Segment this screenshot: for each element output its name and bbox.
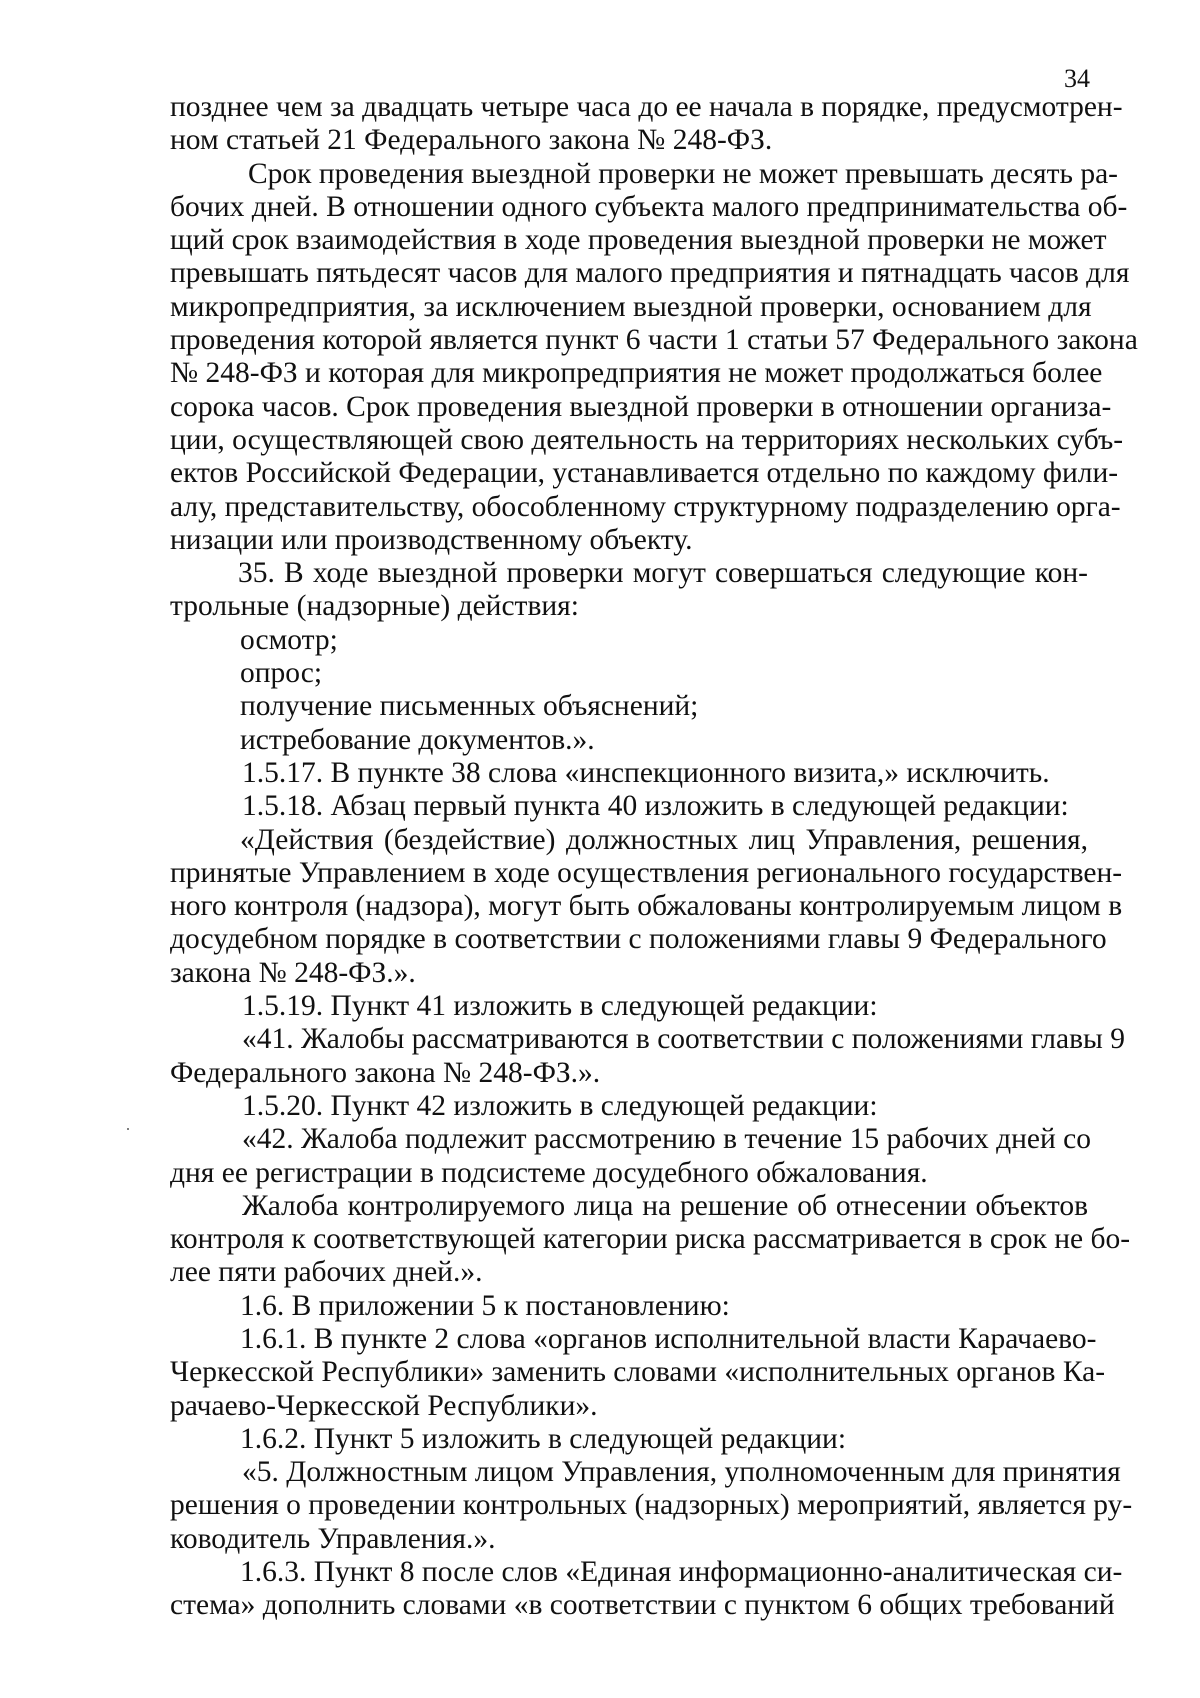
text-line: проведения которой является пункт 6 части 1 статьи 57 Федерального закона: [170, 324, 1138, 357]
text-line: досудебном порядке в соответствии с положениями главы 9 Федерального: [170, 923, 1107, 956]
text-line: ции, осуществляющей свою деятельность на территориях нескольких субъ-: [170, 423, 1124, 456]
paragraph-start-line: «42. Жалоба подлежит рассмотрению в течение 15 рабочих дней со: [242, 1123, 1091, 1156]
text-line: рачаево-Черкесской Республики».: [170, 1389, 598, 1422]
text-line: № 248-ФЗ и которая для микропредприятия не может продолжаться более: [170, 357, 1103, 390]
text-line: микропредприятия, за исключением выездной проверки, основанием для: [170, 290, 1092, 323]
text-line: трольные (надзорные) действия:: [170, 590, 579, 623]
paragraph-start-line: 1.6.1. В пункте 2 слова «органов исполнительной власти Карачаево-: [240, 1322, 1097, 1355]
list-item: истребование документов.».: [240, 723, 595, 756]
list-item: осмотр;: [240, 623, 338, 656]
document-body: [170, 91, 1138, 1623]
text-line: низации или производственному объекту.: [170, 523, 693, 556]
text-line: закона № 248-ФЗ.».: [170, 956, 416, 989]
text-line: дня ее регистрации в подсистеме досудебного обжалования.: [170, 1156, 928, 1189]
paragraph-start-line: «Действия (бездействие) должностных лиц Управления, решения,: [240, 823, 1088, 856]
text-line: принятые Управлением в ходе осуществления регионального государствен-: [170, 856, 1123, 889]
paragraph-start-line: 1.5.19. Пункт 41 изложить в следующей редакции:: [242, 990, 878, 1023]
text-line: превышать пятьдесят часов для малого предприятия и пятнадцать часов для: [170, 257, 1130, 290]
text-line: ководитель Управления.».: [170, 1522, 496, 1555]
paragraph-start-line: «41. Жалобы рассматриваются в соответствии с положениями главы 9: [242, 1023, 1125, 1056]
margin-speck: [127, 1128, 129, 1130]
text-line: контроля к соответствующей категории риска рассматривается в срок не бо-: [170, 1223, 1131, 1256]
text-line: бочих дней. В отношении одного субъекта малого предпринимательства об-: [170, 190, 1128, 223]
text-line: стема» дополнить словами «в соответствии с пунктом 6 общих требований: [170, 1589, 1115, 1622]
text-line: ном статьей 21 Федерального закона № 248-ФЗ.: [170, 124, 773, 157]
text-line: Федерального закона № 248-ФЗ.».: [170, 1056, 601, 1089]
text-line: ного контроля (надзора), могут быть обжалованы контролируемым лицом в: [170, 890, 1123, 923]
text-line: лее пяти рабочих дней.».: [170, 1256, 483, 1289]
paragraph-start-line: 1.5.17. В пункте 38 слова «инспекционного визита,» исключить.: [242, 756, 1050, 789]
text-line: щий срок взаимодействия в ходе проведения выездной проверки не может: [170, 224, 1107, 257]
paragraph-start-line: 1.5.18. Абзац первый пункта 40 изложить в следующей редакции:: [242, 790, 1069, 823]
page-number: 34: [1064, 64, 1090, 93]
text-line: позднее чем за двадцать четыре часа до ее начала в порядке, предусмотрен-: [170, 91, 1123, 123]
paragraph-start-line: 35. В ходе выездной проверки могут совершаться следующие кон-: [238, 557, 1088, 590]
text-line: ектов Российской Федерации, устанавливается отдельно по каждому фили-: [170, 457, 1119, 490]
text-line: алу, представительству, обособленному структурному подразделению орга-: [170, 490, 1121, 523]
text-line: решения о проведении контрольных (надзорных) мероприятий, является ру-: [170, 1489, 1133, 1522]
text-line: сорока часов. Срок проведения выездной проверки в отношении организа-: [170, 390, 1112, 423]
paragraph-start-line: «5. Должностным лицом Управления, уполномоченным для принятия: [242, 1456, 1121, 1489]
list-item: опрос;: [240, 657, 323, 690]
paragraph-start-line: Срок проведения выездной проверки не может превышать десять ра-: [248, 157, 1118, 190]
paragraph-start-line: Жалоба контролируемого лица на решение об отнесении объектов: [242, 1189, 1088, 1222]
paragraph-start-line: 1.6.2. Пункт 5 изложить в следующей редакции:: [240, 1422, 847, 1455]
text-line: Черкесской Республики» заменить словами «исполнительных органов Ка-: [170, 1356, 1106, 1389]
paragraph-start-line: 1.5.20. Пункт 42 изложить в следующей редакции:: [242, 1089, 878, 1122]
list-item: получение письменных объяснений;: [240, 690, 699, 723]
paragraph-start-line: 1.6. В приложении 5 к постановлению:: [240, 1289, 730, 1322]
paragraph-start-line: 1.6.3. Пункт 8 после слов «Единая информационно-аналитическая си-: [240, 1556, 1123, 1589]
